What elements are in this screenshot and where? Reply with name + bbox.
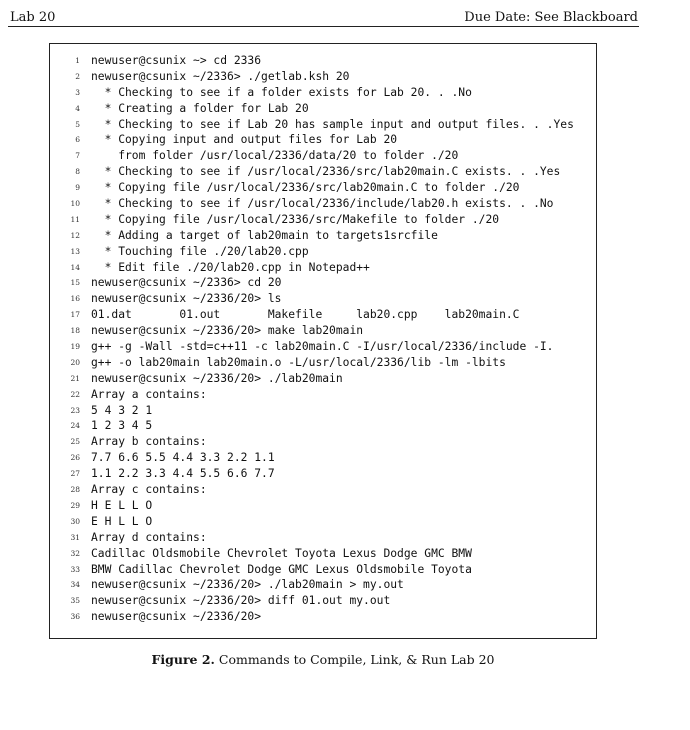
code-text: * Touching file ./20/lab20.cpp xyxy=(91,244,309,258)
line-number: 7 xyxy=(75,151,80,161)
code-text: 01.dat 01.out Makefile lab20.cpp lab20main.C xyxy=(91,308,520,322)
code-text: Array b contains: xyxy=(91,435,207,449)
code-text: newuser@csunix ~/2336/20> ./lab20main xyxy=(91,371,343,385)
line-number: 2 xyxy=(75,71,80,81)
code-text: newuser@csunix ~/2336/20> diff 01.out my.out xyxy=(91,594,391,608)
code-line xyxy=(50,450,596,466)
line-number: 30 xyxy=(70,516,80,526)
code-text: * Adding a target of lab20main to targets1srcfile xyxy=(91,228,438,242)
code-text: * Copying file /usr/local/2336/src/lab20main.C to folder ./20 xyxy=(91,181,520,195)
code-line xyxy=(50,371,596,387)
line-number: 33 xyxy=(70,564,80,574)
line-number: 25 xyxy=(70,437,80,447)
code-text: * Checking to see if /usr/local/2336/src/lab20main.C exists. . .Yes xyxy=(91,165,561,179)
line-number: 29 xyxy=(70,500,80,510)
code-text: g++ -o lab20main lab20main.o -L/usr/local/2336/lib -lm -lbits xyxy=(91,355,506,369)
line-number: 31 xyxy=(70,532,80,542)
code-line xyxy=(50,244,596,260)
code-text: * Copying file /usr/local/2336/src/Makefile to folder ./20 xyxy=(91,212,500,226)
code-text: 1 2 3 4 5 xyxy=(91,419,153,433)
line-number: 24 xyxy=(70,421,80,431)
line-number: 13 xyxy=(70,246,80,256)
code-line xyxy=(50,307,596,323)
line-number: 28 xyxy=(70,485,80,495)
code-line xyxy=(50,260,596,276)
code-text: Cadillac Oldsmobile Chevrolet Toyota Lexus Dodge GMC BMW xyxy=(91,546,472,560)
code-text: * Copying input and output files for Lab 20 xyxy=(91,133,398,147)
code-line xyxy=(50,403,596,419)
header-lab-title: Lab 20 xyxy=(10,10,56,25)
code-line xyxy=(50,514,596,530)
code-line xyxy=(50,593,596,609)
code-text: 5 4 3 2 1 xyxy=(91,403,153,417)
code-line xyxy=(50,69,596,85)
line-number: 15 xyxy=(70,278,80,288)
code-line xyxy=(50,530,596,546)
code-line xyxy=(50,275,596,291)
code-line xyxy=(50,164,596,180)
code-text: newuser@csunix ~/2336/20> ls xyxy=(91,292,282,306)
line-number: 36 xyxy=(70,612,80,622)
code-line xyxy=(50,180,596,196)
code-line xyxy=(50,355,596,371)
code-line xyxy=(50,482,596,498)
code-text: newuser@csunix ~/2336/20> make lab20main xyxy=(91,324,364,338)
code-line xyxy=(50,562,596,578)
line-number: 5 xyxy=(75,119,80,129)
figure-caption-text: Commands to Compile, Link, & Run Lab 20 xyxy=(218,652,495,667)
code-text: Array a contains: xyxy=(91,387,207,401)
code-line xyxy=(50,196,596,212)
code-line xyxy=(50,148,596,164)
line-number: 17 xyxy=(70,310,80,320)
line-number: 1 xyxy=(75,56,80,65)
code-line xyxy=(50,466,596,482)
code-line xyxy=(50,117,596,133)
line-number: 22 xyxy=(70,389,80,399)
line-number: 23 xyxy=(70,405,80,415)
code-line xyxy=(50,434,596,450)
line-number: 3 xyxy=(75,87,80,97)
code-text: * Edit file ./20/lab20.cpp in Notepad++ xyxy=(91,260,370,274)
line-number: 21 xyxy=(70,373,80,383)
code-text: * Creating a folder for Lab 20 xyxy=(91,101,309,115)
code-text: Array d contains: xyxy=(91,530,207,544)
code-text: newuser@csunix ~> cd 2336 xyxy=(91,54,262,67)
code-line xyxy=(50,609,596,625)
line-number: 4 xyxy=(75,103,80,113)
code-text: E H L L O xyxy=(91,514,153,528)
line-number: 11 xyxy=(70,214,80,224)
code-text: Array c contains: xyxy=(91,483,207,497)
line-number: 32 xyxy=(70,548,80,558)
line-number: 26 xyxy=(70,453,80,463)
code-line xyxy=(50,85,596,101)
code-text: g++ -g -Wall -std=c++11 -c lab20main.C -I/usr/local/2336/include -I. xyxy=(91,340,554,354)
code-text: H E L L O xyxy=(91,498,153,512)
code-text: * Checking to see if /usr/local/2336/include/lab20.h exists. . .No xyxy=(91,197,554,211)
code-line xyxy=(50,546,596,562)
line-number: 12 xyxy=(70,230,80,240)
page-header xyxy=(10,6,638,24)
figure-label: Figure 2. xyxy=(151,652,215,667)
code-text: 7.7 6.6 5.5 4.4 3.3 2.2 1.1 xyxy=(91,451,275,465)
code-line xyxy=(50,53,596,69)
figure-caption xyxy=(0,652,646,667)
line-number: 6 xyxy=(75,135,80,145)
code-text: BMW Cadillac Chevrolet Dodge GMC Lexus Oldsmobile Toyota xyxy=(91,562,472,576)
line-number: 14 xyxy=(70,262,80,272)
code-line xyxy=(50,323,596,339)
code-line xyxy=(50,101,596,117)
code-text: * Checking to see if a folder exists for Lab 20. . .No xyxy=(91,85,472,99)
code-text: from folder /usr/local/2336/data/20 to folder ./20 xyxy=(91,149,459,163)
code-listing xyxy=(49,43,597,639)
line-number: 10 xyxy=(70,199,80,209)
code-line xyxy=(50,387,596,403)
header-due-date: Due Date: See Blackboard xyxy=(464,10,638,25)
code-text: 1.1 2.2 3.3 4.4 5.5 6.6 7.7 xyxy=(91,467,275,481)
code-line xyxy=(50,418,596,434)
code-line xyxy=(50,212,596,228)
line-number: 19 xyxy=(70,342,80,352)
code-line xyxy=(50,291,596,307)
line-number: 34 xyxy=(70,580,80,590)
code-line xyxy=(50,498,596,514)
line-number: 16 xyxy=(70,294,80,304)
header-rule xyxy=(8,26,639,27)
code-line xyxy=(50,339,596,355)
line-number: 8 xyxy=(75,167,80,177)
code-text: newuser@csunix ~/2336> cd 20 xyxy=(91,276,282,290)
code-text: * Checking to see if Lab 20 has sample input and output files. . .Yes xyxy=(91,117,574,131)
line-number: 20 xyxy=(70,357,80,367)
code-lines xyxy=(50,53,596,625)
code-text: newuser@csunix ~/2336/20> xyxy=(91,610,262,624)
line-number: 27 xyxy=(70,469,80,479)
line-number: 35 xyxy=(70,596,80,606)
line-number: 9 xyxy=(75,183,80,193)
code-line xyxy=(50,228,596,244)
code-text: newuser@csunix ~/2336> ./getlab.ksh 20 xyxy=(91,69,350,83)
code-text: newuser@csunix ~/2336/20> ./lab20main > my.out xyxy=(91,578,404,592)
code-line xyxy=(50,577,596,593)
line-number: 18 xyxy=(70,326,80,336)
code-line xyxy=(50,132,596,148)
